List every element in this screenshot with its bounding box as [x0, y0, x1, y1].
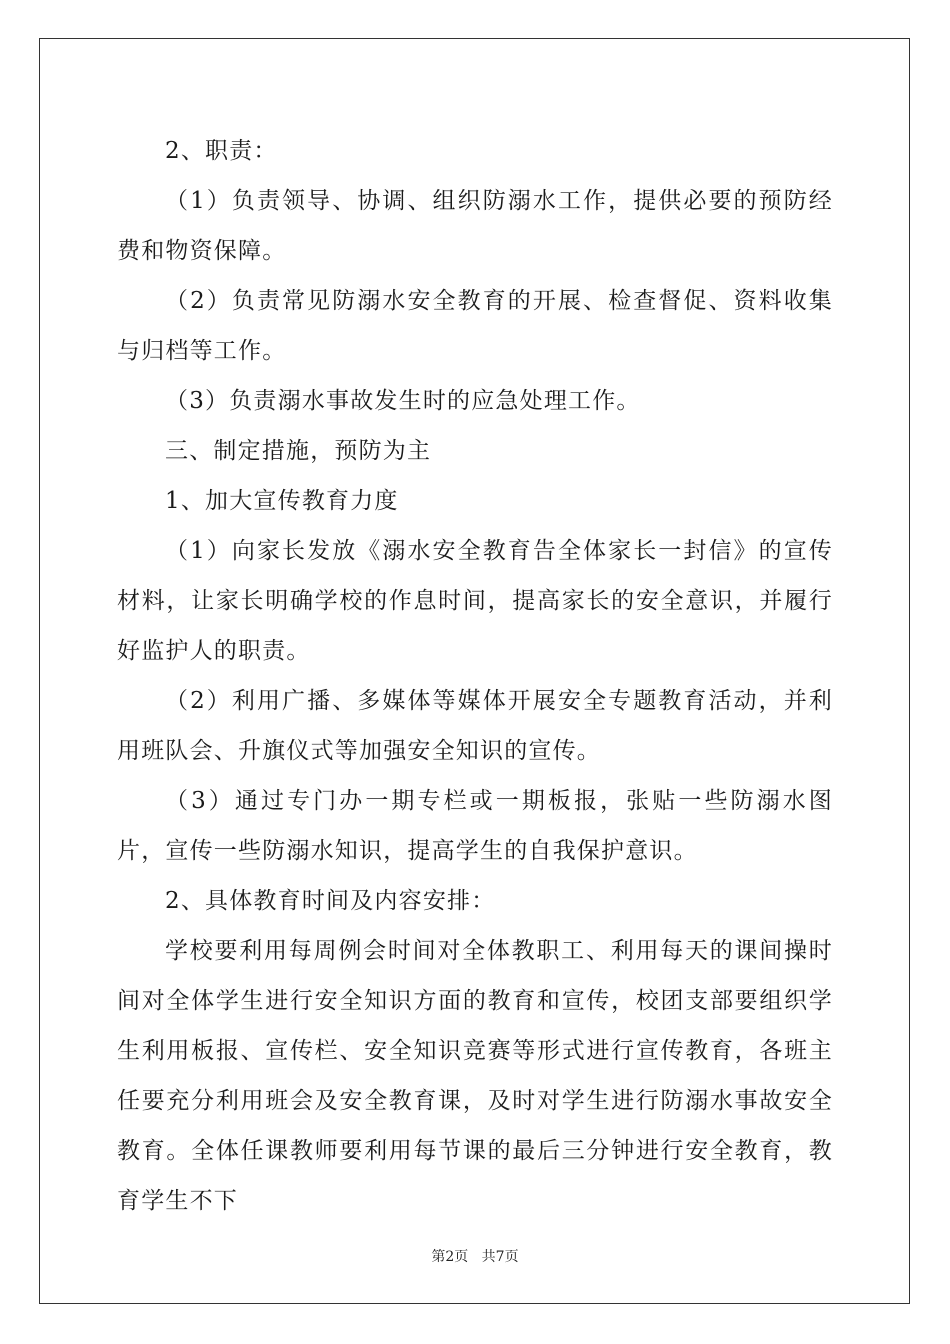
page-footer [0, 1246, 950, 1266]
paragraph: （2）利用广播、多媒体等媒体开展安全专题教育活动，并利用班队会、升旗仪式等加强安全知识的宣传。 [117, 688, 833, 764]
paragraph: （1）负责领导、协调、组织防溺水工作，提供必要的预防经费和物资保障。 [117, 188, 833, 264]
document-body [117, 126, 833, 1226]
page-number: 第2页 [431, 1249, 469, 1265]
paragraph: （3）负责溺水事故发生时的应急处理工作。 [165, 388, 641, 414]
paragraph: （1）向家长发放《溺水安全教育告全体家长一封信》的宣传材料，让家长明确学校的作息时间，提高家长的安全意识，并履行好监护人的职责。 [117, 538, 833, 664]
section-heading: 三、制定措施，预防为主 [165, 438, 432, 464]
paragraph: （2）负责常见防溺水安全教育的开展、检查督促、资料收集与归档等工作。 [117, 288, 833, 364]
section-heading: 2、职责： [165, 138, 278, 164]
page-total: 共7页 [481, 1249, 519, 1265]
paragraph: （3）通过专门办一期专栏或一期板报，张贴一些防溺水图片，宣传一些防溺水知识，提高学生的自我保护意识。 [117, 788, 833, 864]
section-heading: 1、加大宣传教育力度 [165, 488, 399, 514]
paragraph: 学校要利用每周例会时间对全体教职工、利用每天的课间操时间对全体学生进行安全知识方面的教育和宣传，校团支部要组织学生利用板报、宣传栏、安全知识竞赛等形式进行宣传教育，各班主任要充分利用班会及安全教育课，及时对学生进行防溺水事故安全教育。全体任课教师要利用每节课的最后三分钟进行安全教育，教育学生不下 [117, 938, 833, 1214]
section-heading: 2、具体教育时间及内容安排： [165, 888, 496, 914]
